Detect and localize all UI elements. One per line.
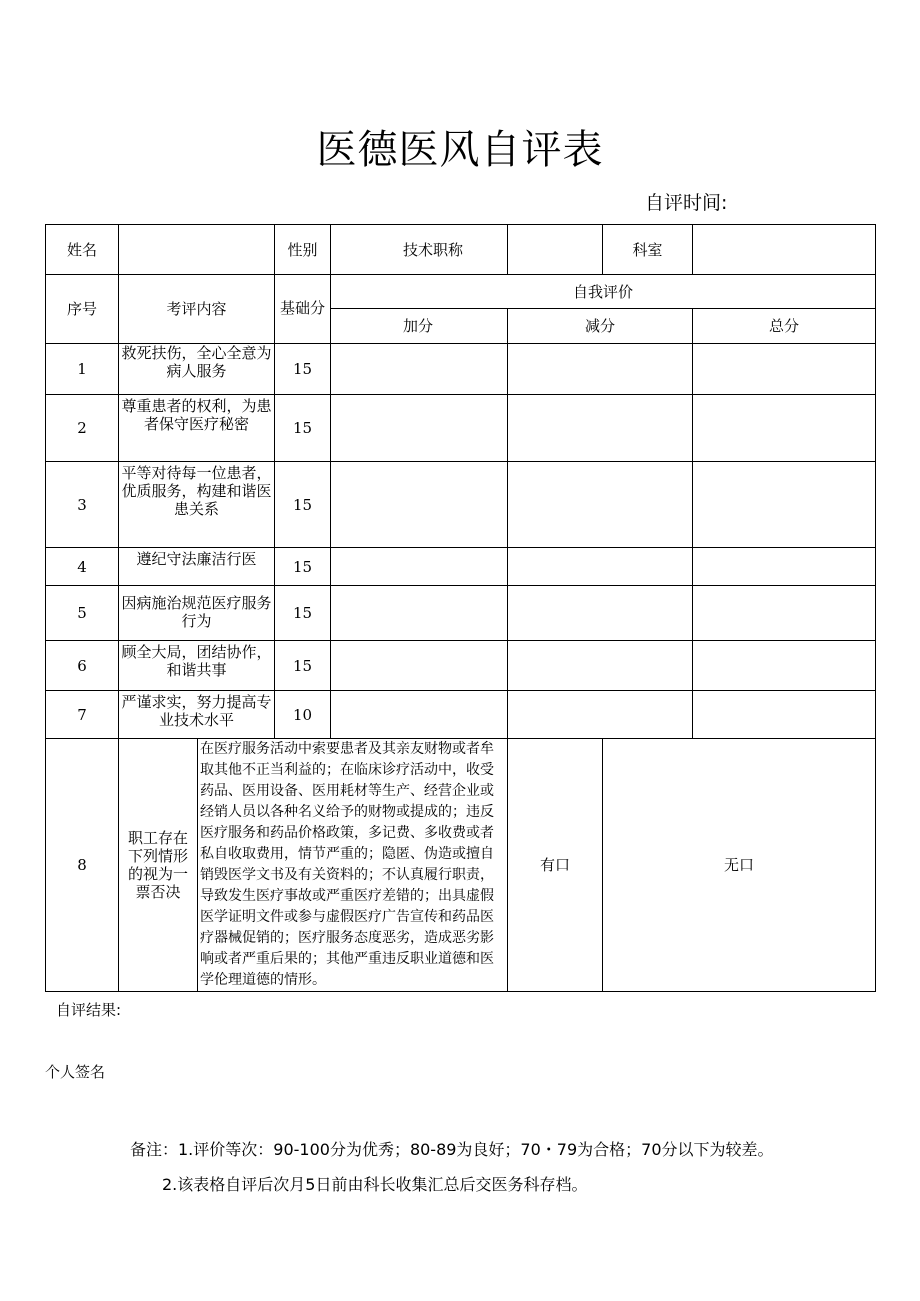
self-eval-result-label: 自评结果:	[56, 1001, 122, 1019]
note-line-2: 2.该表格自评后次月5日前由科长收集汇总后交医务科存档。	[162, 1175, 588, 1194]
row-base-score: 10	[275, 691, 331, 739]
row-minus-cell[interactable]	[508, 395, 693, 462]
row-base-score: 15	[275, 344, 331, 395]
row-no: 2	[46, 395, 119, 462]
row-total-cell[interactable]	[693, 395, 876, 462]
row-total-cell[interactable]	[693, 462, 876, 548]
row-minus-cell[interactable]	[508, 462, 693, 548]
veto-no-option[interactable]: 无口	[603, 739, 876, 992]
row-total-cell[interactable]	[693, 586, 876, 641]
row-no: 7	[46, 691, 119, 739]
name-field[interactable]	[119, 225, 275, 275]
gender-label: 性别	[275, 225, 331, 275]
row-base-score: 15	[275, 395, 331, 462]
signature-label: 个人签名	[45, 1063, 106, 1081]
self-eval-header: 自我评价	[331, 275, 876, 309]
row-content: 因病施治规范医疗服务行为	[119, 586, 275, 641]
row-no: 8	[46, 739, 119, 992]
row-minus-cell[interactable]	[508, 344, 693, 395]
veto-row	[46, 739, 876, 992]
table-row	[46, 641, 876, 691]
row-minus-cell[interactable]	[508, 548, 693, 586]
row-no: 3	[46, 462, 119, 548]
row-minus-cell[interactable]	[508, 691, 693, 739]
row-total-cell[interactable]	[693, 548, 876, 586]
table-row	[46, 586, 876, 641]
row-add-cell[interactable]	[331, 395, 508, 462]
row-add-cell[interactable]	[331, 548, 508, 586]
department-field[interactable]	[693, 225, 876, 275]
add-score-header: 加分	[331, 309, 508, 344]
evaluation-table	[45, 224, 876, 992]
veto-label: 职工存在下列情形的视为一票否决	[119, 739, 198, 992]
row-total-cell[interactable]	[693, 344, 876, 395]
department-label: 科室	[603, 225, 693, 275]
content-header: 考评内容	[119, 275, 275, 344]
name-label: 姓名	[46, 225, 119, 275]
row-base-score: 15	[275, 641, 331, 691]
row-add-cell[interactable]	[331, 462, 508, 548]
row-minus-cell[interactable]	[508, 641, 693, 691]
gender-field[interactable]	[331, 225, 508, 275]
row-no: 4	[46, 548, 119, 586]
row-add-cell[interactable]	[331, 344, 508, 395]
veto-yes-option[interactable]: 有口	[508, 739, 603, 992]
base-score-header: 基础分	[275, 275, 331, 344]
row-minus-cell[interactable]	[508, 586, 693, 641]
veto-description: 在医疗服务活动中索要患者及其亲友财物或者牟取其他不正当利益的；在临床诊疗活动中，收受药品、医用设备、医用耗材等生产、经营企业或经销人员以各种名义给予的财物或提成的；违反医疗服务和药品价格政策，多记费、多收费或者私自收取费用，情节严重的；隐匿、伪造或擅自销毁医学文书及有关资料的；不认真履行职责，导致发生医疗事故或严重医疗差错的；出具虚假医学证明文件或参与虚假医疗广告宣传和药品医疗器械促销的；医疗服务态度恶劣，造成恶劣影响或者严重后果的；其他严重违反职业道德和医学伦理道德的情形。	[198, 739, 508, 992]
row-base-score: 15	[275, 586, 331, 641]
total-score-header: 总分	[693, 309, 876, 344]
self-eval-time-label: 自评时间:	[645, 192, 728, 214]
row-no: 1	[46, 344, 119, 395]
row-content: 尊重患者的权利，为患者保守医疗秘密	[119, 395, 275, 462]
row-add-cell[interactable]	[331, 586, 508, 641]
page-title: 医德医风自评表	[316, 127, 604, 173]
row-base-score: 15	[275, 548, 331, 586]
title-rank-label: 技术职称	[403, 240, 464, 259]
table-row	[46, 691, 876, 739]
row-add-cell[interactable]	[331, 691, 508, 739]
row-no: 6	[46, 641, 119, 691]
row-base-score: 15	[275, 462, 331, 548]
table-row	[46, 344, 876, 395]
table-row	[46, 462, 876, 548]
title-rank-field[interactable]	[508, 225, 603, 275]
row-content: 顾全大局，团结协作，和谐共事	[119, 641, 275, 691]
row-content: 救死扶伤，全心全意为病人服务	[119, 344, 275, 395]
table-row	[46, 548, 876, 586]
table-row	[46, 395, 876, 462]
row-content: 平等对待每一位患者，优质服务，构建和谐医患关系	[119, 462, 275, 548]
row-total-cell[interactable]	[693, 641, 876, 691]
row-content: 遵纪守法廉洁行医	[119, 548, 275, 586]
row-add-cell[interactable]	[331, 641, 508, 691]
row-total-cell[interactable]	[693, 691, 876, 739]
seq-header: 序号	[46, 275, 119, 344]
row-content: 严谨求实，努力提高专业技术水平	[119, 691, 275, 739]
row-no: 5	[46, 586, 119, 641]
minus-score-header: 减分	[508, 309, 693, 344]
note-line-1: 备注：1.评价等次：90-100分为优秀；80-89为良好；70・79为合格；70分以下为较差。	[130, 1140, 774, 1159]
